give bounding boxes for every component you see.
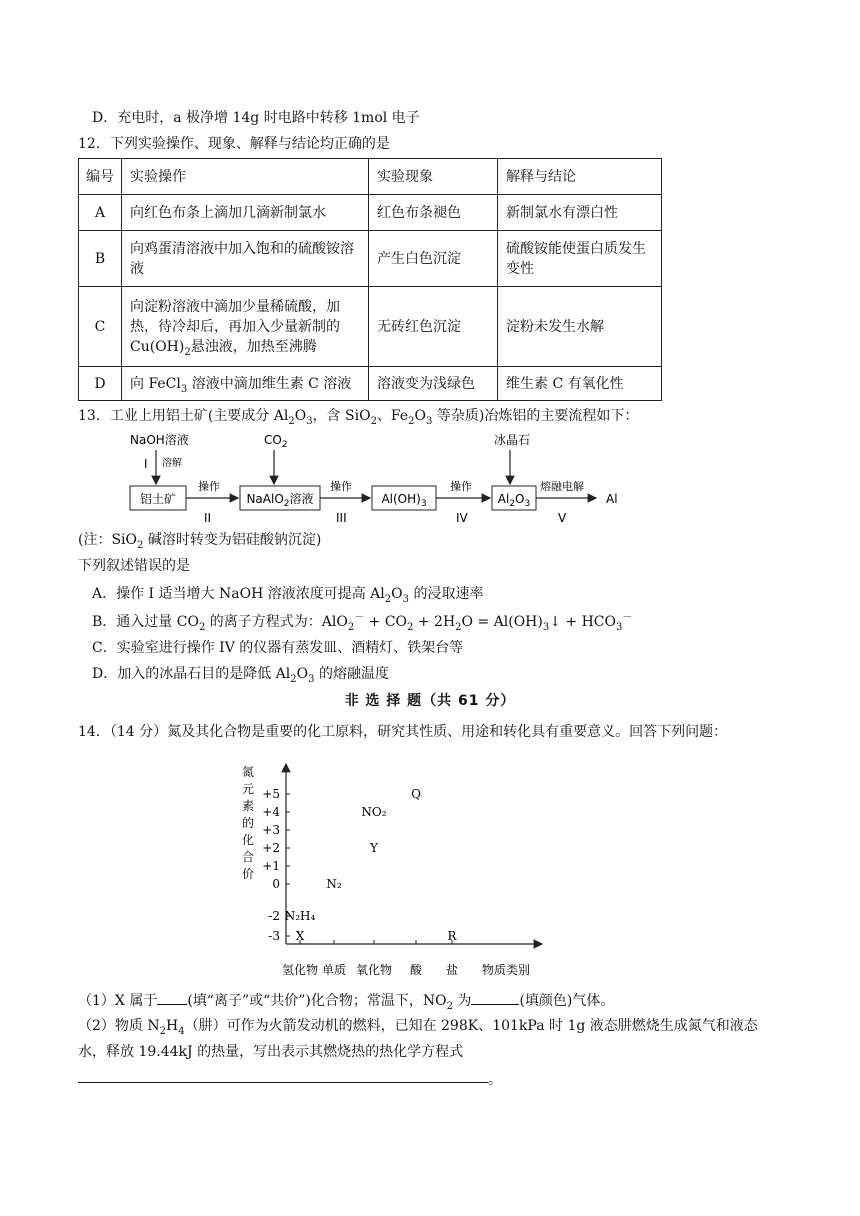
stem-sub: 3 [306, 415, 313, 427]
p1-text: （1）X 属于 [78, 993, 158, 1009]
op4-num: IV [456, 511, 468, 525]
answer-line[interactable] [78, 1082, 488, 1083]
p2-text: （肼）可作为火箭发动机的燃料，已知在 298K、101kPa 时 1g 液态肼燃烧生成氮气和液态 [184, 1018, 758, 1034]
opt-sub: 2 [347, 621, 355, 633]
q14-part1 [78, 990, 614, 1011]
p1-text: (填颜色)气体。 [519, 993, 615, 1009]
row-id: C [79, 287, 122, 367]
header-id: 编号 [79, 159, 122, 195]
x-tick-label: 酸 [409, 963, 423, 977]
x-tick-label: 氢化物 [281, 963, 319, 977]
op-subscript: 2 [184, 346, 191, 358]
note-sub: 2 [137, 539, 144, 551]
y-tick-label: +5 [262, 787, 280, 801]
table-row [79, 231, 662, 287]
opt-sub: 3 [542, 621, 550, 633]
op-subscript: 3 [180, 383, 188, 395]
opt-text: ↓ + HCO [549, 614, 616, 630]
q13-note [78, 530, 321, 550]
opt-sub: 3 [308, 673, 315, 685]
y-tick-label: -2 [268, 909, 280, 923]
y-axis-label-char: 化 [242, 833, 255, 847]
box4-sub: 2 [509, 499, 516, 509]
electrolysis-label: 熔融电解 [540, 480, 584, 493]
q14-part2-line2: 水，释放 19.44kJ 的热量，写出表示其燃烧热的热化学方程式 [78, 1044, 464, 1060]
box4-text: Al [497, 492, 510, 506]
box3-sub: 3 [420, 499, 427, 509]
y-tick-label: +4 [262, 805, 280, 819]
q14-part2-line1 [78, 1016, 758, 1036]
row-id: A [79, 195, 122, 231]
row-id: D [79, 367, 122, 401]
table-row [79, 287, 662, 367]
co2-text: CO [264, 433, 282, 447]
x-tick-label: 氧化物 [355, 963, 393, 977]
stem-sub: 2 [288, 415, 295, 427]
opt-text: O [391, 586, 403, 602]
opt-text: O = Al(OH) [461, 614, 543, 630]
box3-text: Al(OH) [381, 492, 421, 506]
y-axis-label-char: 元 [242, 782, 255, 796]
table-row [79, 367, 662, 401]
q11-option-d: D．充电时，a 极净增 14g 时电路中转移 1mol 电子 [92, 110, 420, 126]
op3-num: III [336, 511, 347, 525]
y-tick-label: +1 [262, 859, 280, 873]
q13-ask: 下列叙述错误的是 [78, 558, 190, 574]
opt-sub: 3 [615, 621, 623, 633]
opt-sup: － [354, 612, 365, 624]
stem-text: O [414, 408, 427, 424]
y-axis-label [242, 765, 254, 881]
product-label: Al [606, 492, 618, 506]
row-phenomenon: 红色布条褪色 [369, 195, 498, 231]
step1-label: 溶解 [162, 458, 182, 469]
q13-option-d [92, 664, 389, 684]
header-phenomenon: 实验现象 [369, 159, 498, 195]
op2-num: II [204, 511, 212, 525]
p1-text: (填“离子”或“共价”)化合物；常温下，NO [187, 993, 447, 1009]
q13-stem [78, 406, 638, 426]
row-conclusion: 硫酸铵能使蛋白质发生变性 [498, 231, 662, 287]
stem-text: O [294, 408, 307, 424]
row-conclusion: 淀粉未发生水解 [498, 287, 662, 367]
row-phenomenon: 产生白色沉淀 [369, 231, 498, 287]
opt-text: 的离子方程式为：AlO [205, 614, 348, 630]
data-points [285, 787, 458, 943]
row-conclusion: 维生素 C 有氧化性 [498, 367, 662, 401]
row-operation: 向红色布条上滴加几滴新制氯水 [122, 195, 369, 231]
row-operation: 向鸡蛋清溶液中加入饱和的硫酸铵溶液 [122, 231, 369, 287]
data-point-label: X [295, 929, 305, 943]
data-point-label: Y [370, 841, 378, 855]
p2-sub: 2 [159, 1025, 166, 1037]
op3-label: 操作 [330, 480, 352, 493]
op-formula: Cu(OH) [130, 338, 185, 355]
data-point-label: N₂ [326, 877, 342, 891]
q13-option-c: C．实验室进行操作 IV 的仪器有蒸发皿、酒精灯、铁架台等 [92, 640, 464, 656]
box-aloh3-label [381, 492, 426, 509]
x-axis-label: 物质类别 [482, 963, 531, 977]
y-tick-label: -3 [268, 929, 280, 943]
opt-text: + 2H [413, 614, 456, 630]
row-operation [122, 287, 369, 367]
stem-text: 、Fe [376, 408, 409, 424]
opt-sub: 2 [384, 593, 392, 605]
opt-text: D．加入的冰晶石目的是降低 Al [92, 666, 291, 682]
box2-text-end: 溶液 [289, 492, 314, 506]
x-tick-label: 单质 [321, 963, 347, 977]
answer-blank-2[interactable] [471, 990, 519, 1005]
p2-text: H [165, 1018, 179, 1034]
step1-num: I [144, 457, 148, 471]
stem-text: 等杂质)冶炼铝的主要流程如下： [432, 408, 639, 424]
y-axis-label-char: 氮 [242, 765, 255, 779]
note-text: (注：SiO [78, 532, 138, 548]
table-row [79, 195, 662, 231]
y-tick-label: +2 [262, 841, 280, 855]
op2-label: 操作 [198, 480, 220, 493]
header-conclusion: 解释与结论 [498, 159, 662, 195]
row-id: B [79, 231, 122, 287]
op5-num: V [558, 511, 567, 525]
q12-table [78, 158, 662, 401]
opt-sub: 3 [402, 593, 409, 605]
section-title: 非 选 择 题（共 61 分） [344, 693, 516, 709]
opt-sub: 2 [290, 673, 297, 685]
p2-sub: 4 [178, 1025, 185, 1037]
box-bauxite-label: 铝土矿 [139, 492, 177, 506]
box4-sub: 3 [524, 499, 531, 509]
table-header-row [79, 159, 662, 195]
opt-text: 的熔融温度 [314, 666, 389, 682]
row-operation [122, 367, 369, 401]
y-axis-label-char: 的 [242, 816, 255, 830]
header-operation: 实验操作 [122, 159, 369, 195]
naoh-label: NaOH溶液 [130, 433, 189, 447]
opt-text: B．通入过量 CO [92, 614, 199, 630]
flow-diagram [100, 428, 660, 528]
note-text-end: 碱溶时转变为铝硅酸钠沉淀) [143, 532, 322, 548]
valence-chart [230, 758, 560, 990]
p1-sub: 2 [446, 1000, 453, 1012]
box-al2o3-label [498, 492, 530, 509]
opt-sub: 2 [407, 621, 414, 633]
q13-option-b [92, 612, 632, 632]
q14-stem: 14．（14 分）氮及其化合物是重要的化工原料，研究其性质、用途和转化具有重要意义。回答下列问题： [78, 724, 728, 740]
co2-sub: 2 [281, 440, 288, 450]
stem-sub: 2 [370, 415, 377, 427]
co2-label [264, 433, 288, 450]
answer-line-end: 。 [488, 1072, 502, 1088]
y-tick-label: +3 [262, 823, 280, 837]
data-point-label: N₂H₄ [284, 909, 316, 923]
cryolite-label: 冰晶石 [494, 433, 531, 447]
answer-blank-1[interactable] [157, 990, 187, 1005]
stem-sub: 2 [408, 415, 415, 427]
box2-text: NaAlO [246, 492, 284, 506]
op-text-end: 溶液中滴加维生素 C 溶液 [187, 375, 352, 392]
q13-option-a [92, 584, 483, 604]
stem-text: 13．工业上用铝土矿(主要成分 Al [78, 408, 289, 424]
y-axis-label-char: 素 [242, 799, 255, 813]
y-axis-label-char: 价 [242, 867, 255, 881]
data-point-label: Q [411, 787, 421, 801]
data-point-label: R [447, 929, 457, 943]
op-text: 向淀粉溶液中滴加少量稀硫酸，加热，待冷却后，再加入少量新制的 [130, 298, 340, 335]
y-tick-label: 0 [272, 877, 280, 891]
stem-sub: 3 [426, 415, 433, 427]
box2-sub: 2 [283, 499, 290, 509]
q12-stem: 12．下列实验操作、现象、解释与结论均正确的是 [78, 136, 390, 152]
opt-sub: 2 [198, 621, 206, 633]
opt-text: O [296, 666, 309, 682]
p1-text: 为 [452, 993, 472, 1009]
x-tick-label: 盐 [445, 963, 459, 977]
x-ticks [282, 940, 458, 977]
row-phenomenon: 无砖红色沉淀 [369, 287, 498, 367]
op-text-end: 悬浊液，加热至沸腾 [190, 338, 317, 355]
p2-text: （2）物质 N [78, 1018, 160, 1034]
op4-label: 操作 [450, 480, 472, 493]
opt-sub: 2 [455, 621, 462, 633]
opt-text: + CO [364, 614, 408, 630]
row-conclusion: 新制氯水有漂白性 [498, 195, 662, 231]
box-naalo2-label [246, 491, 313, 509]
box4-text: O [515, 492, 525, 506]
y-axis-label-char: 合 [242, 850, 255, 864]
opt-sup: － [622, 612, 633, 624]
stem-text: ，含 SiO [312, 408, 371, 424]
row-phenomenon: 溶液变为浅绿色 [369, 367, 498, 401]
op-text: 向 FeCl [130, 375, 181, 392]
data-point-label: NO₂ [361, 805, 387, 819]
opt-text: 的浸取速率 [409, 586, 484, 602]
opt-text: A．操作 I 适当增大 NaOH 溶液浓度可提高 Al [92, 586, 385, 602]
